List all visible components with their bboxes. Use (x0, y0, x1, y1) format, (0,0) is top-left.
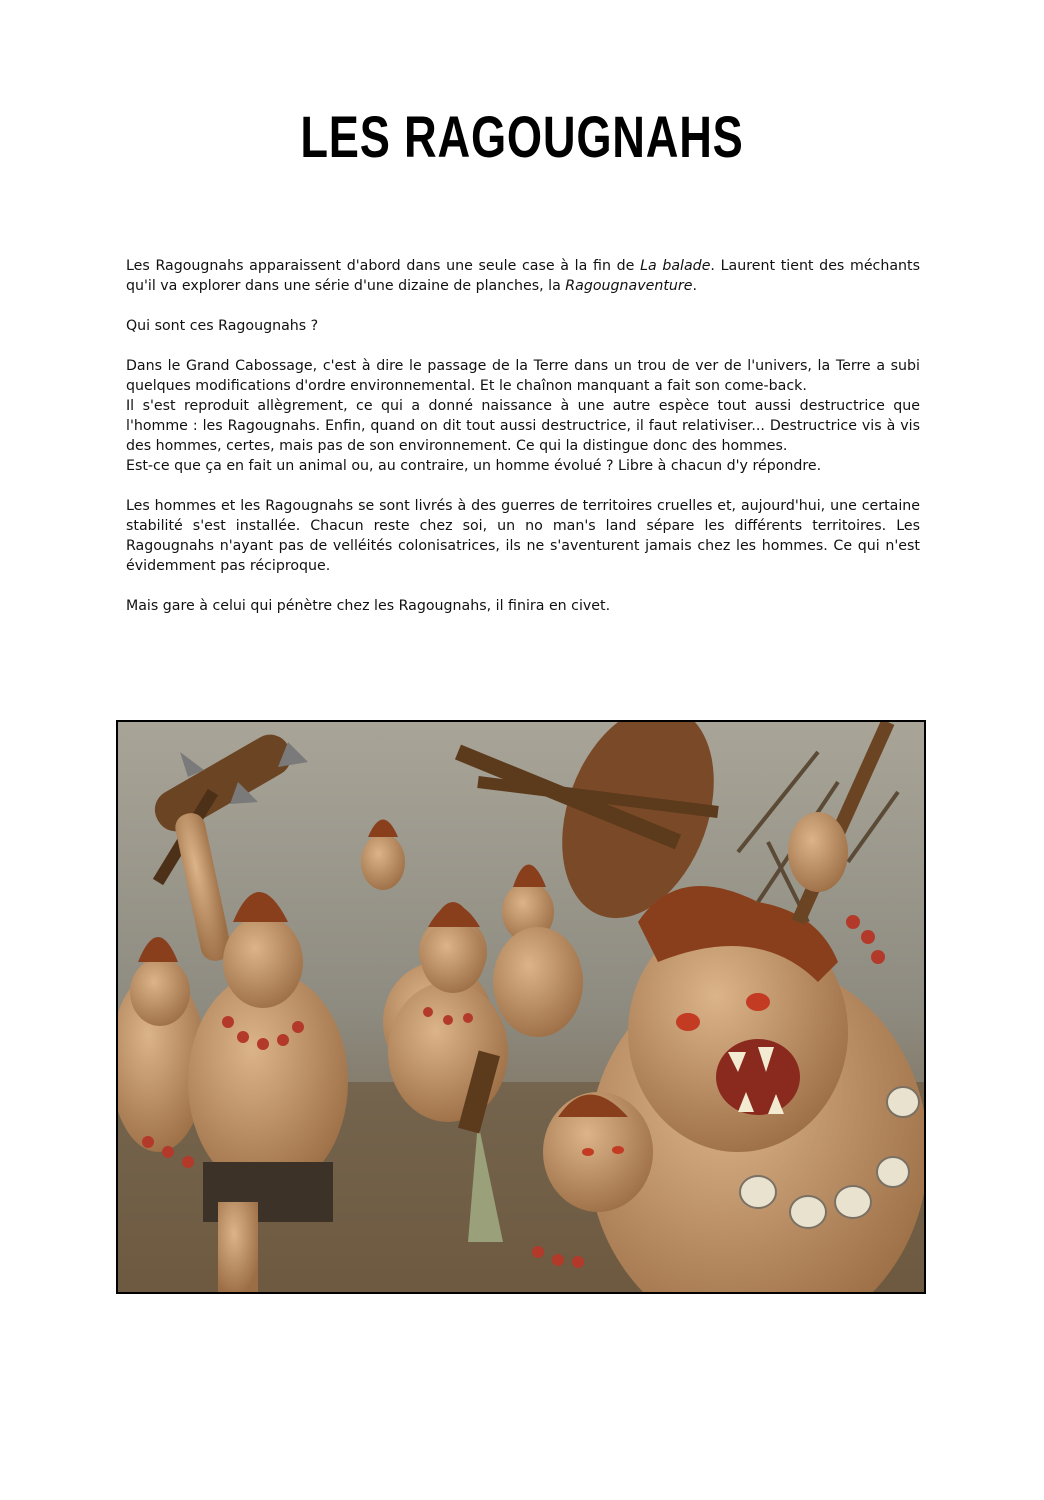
paragraph-question: Qui sont ces Ragougnahs ? (126, 318, 319, 334)
illustration-ragougnahs-charge (116, 720, 926, 1294)
intro-text-c: . Laurent tient des méchants qu'il va explorer dans une série d'une dizaine de planches, la (126, 258, 920, 294)
page-title: LES RAGOUGNAHS (300, 105, 744, 170)
intro-text-a: Les Ragougnahs apparaissent d'abord dans une seule case à la fin de (126, 258, 641, 274)
intro-title-ragougnaventure: Ragougnaventure (565, 278, 693, 294)
paragraph-origin-3: Est-ce que ça en fait un animal ou, au contraire, un homme évolué ? Libre à chacun d'y répondre. (126, 458, 822, 474)
paragraph-intro (126, 256, 920, 296)
intro-title-la-balade: La balade (640, 258, 711, 274)
middle-front-warrior (543, 1092, 653, 1212)
body-text (126, 256, 920, 636)
intro-text-e: . (692, 278, 697, 294)
paragraph-territories: Les hommes et les Ragougnahs se sont livrés à des guerres de territoires cruelles et, aujourd'hui, une certaine stabilité s'est installée. Chacun reste chez soi, un no man's land sépare les différents territoires. Les Ragougnahs n'ayant pas de velléités colonisatrices, ils ne s'aventurent jamais chez les hommes. Ce qui n'est évidemment pas réciproque. (126, 498, 920, 574)
paragraph-origin-1: Dans le Grand Cabossage, c'est à dire le passage de la Terre dans un trou de ver de l'univers, la Terre a subi quelques modifications d'ordre environnemental. Et le chaînon manquant a fait son come-back. (126, 358, 920, 394)
paragraph-warning: Mais gare à celui qui pénètre chez les Ragougnahs, il finira en civet. (126, 598, 611, 614)
illustration-art (118, 722, 924, 1292)
paragraph-origin-2: Il s'est reproduit allègrement, ce qui a donné naissance à une autre espèce tout aussi destructrice que l'homme : les Ragougnahs. Enfin, quand on dit tout aussi destructrice, il faut relativiser... Destructrice vis à vis des hommes, certes, mais pas de son environnement. Ce qui la distingue donc des hommes. (126, 398, 920, 454)
